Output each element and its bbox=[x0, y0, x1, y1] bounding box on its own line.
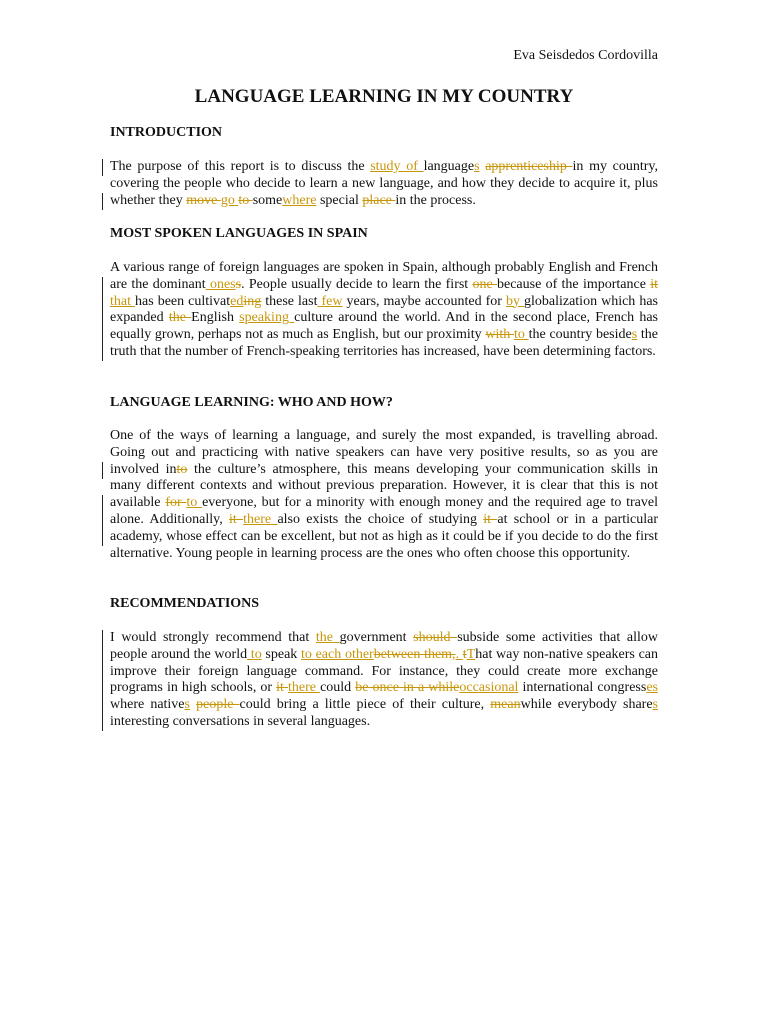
section-heading-introduction: INTRODUCTION bbox=[110, 125, 223, 140]
tracked-insertion: there bbox=[243, 511, 278, 527]
text-run: government bbox=[339, 630, 414, 645]
change-bar bbox=[102, 193, 103, 210]
text-run: speak bbox=[261, 646, 301, 662]
text-run: the country beside bbox=[528, 327, 632, 343]
tracked-insertion: to bbox=[514, 327, 529, 343]
tracked-deletion: to bbox=[238, 192, 253, 208]
tracked-deletion: ing bbox=[243, 293, 262, 309]
tracked-deletion: it bbox=[650, 276, 658, 292]
text-run: some bbox=[252, 192, 283, 208]
tracked-insertion: to bbox=[247, 646, 262, 662]
text-run: years, maybe accounted for bbox=[342, 293, 506, 309]
tracked-deletion: it bbox=[483, 511, 498, 527]
change-bar bbox=[102, 495, 103, 546]
tracked-insertion: T bbox=[466, 646, 476, 662]
section-heading-recommendations: RECOMMENDATIONS bbox=[110, 596, 260, 611]
tracked-deletion: mean bbox=[490, 697, 521, 713]
tracked-deletion: one bbox=[472, 276, 497, 292]
change-bar bbox=[102, 277, 103, 345]
tracked-insertion: to each other bbox=[301, 646, 374, 662]
tracked-insertion: to bbox=[186, 495, 203, 511]
text-run: The purpose of this report is to discuss the bbox=[110, 159, 371, 174]
text-run: globalization which has expanded bbox=[110, 293, 658, 326]
tracked-deletion: people bbox=[196, 697, 240, 713]
tracked-deletion: place bbox=[362, 192, 396, 208]
tracked-insertion: ones bbox=[205, 276, 236, 292]
text-run: also exists the choice of studying bbox=[277, 511, 484, 527]
text-run: in my country, covering the people who decide to learn a new language, and how they decide to acquire it, plus whether they bbox=[110, 159, 659, 208]
change-bar bbox=[102, 159, 103, 176]
text-run: these last bbox=[261, 293, 318, 309]
tracked-insertion: es bbox=[646, 680, 658, 696]
tracked-insertion: occasional bbox=[459, 680, 519, 696]
text-run: language bbox=[423, 159, 475, 174]
tracked-deletion: t bbox=[462, 646, 467, 662]
text-run: the truth that the number of French-speaking territories has increased, have been determining factors. bbox=[110, 327, 659, 359]
tracked-insertion: there bbox=[288, 680, 321, 696]
tracked-deletion: should bbox=[413, 630, 458, 645]
tracked-insertion: where bbox=[282, 192, 317, 208]
tracked-insertion: few bbox=[317, 293, 343, 309]
paragraph-recommendations bbox=[110, 630, 658, 731]
tracked-deletion: be once in a while bbox=[355, 680, 460, 696]
text-run: A various range of foreign languages are spoken in Spain, although probably English and French are the dominant bbox=[110, 260, 658, 292]
paragraph-spoken-languages bbox=[110, 260, 658, 361]
text-run: interesting conversations in several languages. bbox=[110, 713, 371, 729]
text-run: in the process. bbox=[395, 192, 476, 208]
text-run: could bring a little piece of their culture, bbox=[239, 697, 491, 713]
tracked-insertion: s bbox=[184, 697, 190, 713]
change-bar bbox=[102, 630, 103, 731]
tracked-insertion: the bbox=[315, 630, 340, 645]
text-run: subside some activities that allow people around the world bbox=[110, 630, 659, 662]
text-run: hat way non-native speakers can improve their foreign language command. For instance, they could create more exchange programs in high schools, or bbox=[110, 646, 658, 696]
text-run: could bbox=[320, 680, 356, 696]
tracked-deletion: move bbox=[186, 192, 221, 208]
tracked-insertion: speaking bbox=[239, 310, 295, 326]
text-run: the culture’s atmosphere, this means developing your communication skills in many different contexts and without previous preparation. However, it is clear that this is not available bbox=[110, 461, 659, 511]
tracked-deletion: with bbox=[485, 327, 515, 343]
tracked-insertion: s bbox=[631, 327, 638, 343]
tracked-insertion: study of bbox=[370, 159, 424, 174]
text-run: everyone, but for a minority with enough money and the required age to travel alone. Additionally, bbox=[110, 495, 659, 527]
document-title: LANGUAGE LEARNING IN MY COUNTRY bbox=[194, 86, 574, 107]
change-bar bbox=[102, 344, 103, 361]
text-run: I would strongly recommend that bbox=[110, 630, 316, 645]
tracked-deletion: it bbox=[276, 680, 289, 696]
paragraph-introduction bbox=[110, 159, 658, 209]
text-run: One of the ways of learning a language, and surely the most expanded, is travelling abroad. Going out and practicing with native speakers can have very positive results, so as you are involved in bbox=[110, 428, 658, 477]
text-run: at school or in a particular academy, whose effect can be excellent, but not as high as it could be if you decide to do the first alternative. Young people in learning process are the ones who often choose this opportunity. bbox=[110, 511, 658, 561]
tracked-deletion: it bbox=[229, 511, 244, 527]
text-run: where native bbox=[110, 697, 185, 713]
author-name: Eva Seisdedos Cordovilla bbox=[513, 48, 658, 63]
tracked-insertion: ed bbox=[230, 293, 244, 309]
text-run: has been cultivat bbox=[135, 293, 231, 309]
tracked-deletion: the bbox=[168, 310, 192, 326]
tracked-deletion: for bbox=[165, 495, 187, 511]
text-run: . People usually decide to learn the first bbox=[241, 276, 473, 292]
tracked-insertion: . bbox=[455, 646, 463, 662]
paragraph-who-and-how bbox=[110, 428, 658, 562]
tracked-insertion: go bbox=[220, 192, 239, 208]
section-heading-who-and-how: LANGUAGE LEARNING: WHO AND HOW? bbox=[110, 395, 393, 410]
tracked-deletion: between them, bbox=[373, 646, 456, 662]
section-heading-spoken-languages: MOST SPOKEN LANGUAGES IN SPAIN bbox=[110, 226, 368, 241]
text-run: culture around the world. And in the second place, French has equally grown, perhaps not as much as English, but our proximity bbox=[110, 310, 659, 343]
tracked-deletion: apprenticeship bbox=[485, 159, 573, 174]
text-run: international congress bbox=[518, 680, 647, 696]
tracked-insertion: s bbox=[474, 159, 480, 174]
tracked-insertion: by bbox=[505, 293, 524, 309]
text-run: while everybody share bbox=[520, 697, 653, 713]
text-run: special bbox=[316, 192, 363, 208]
text-run: because of the importance bbox=[497, 276, 651, 292]
text-run: English bbox=[191, 310, 240, 326]
tracked-deletion: to bbox=[176, 461, 188, 477]
tracked-insertion: s bbox=[652, 697, 658, 713]
tracked-deletion: s bbox=[235, 276, 242, 292]
tracked-insertion: that bbox=[110, 293, 136, 309]
change-bar bbox=[102, 462, 103, 479]
